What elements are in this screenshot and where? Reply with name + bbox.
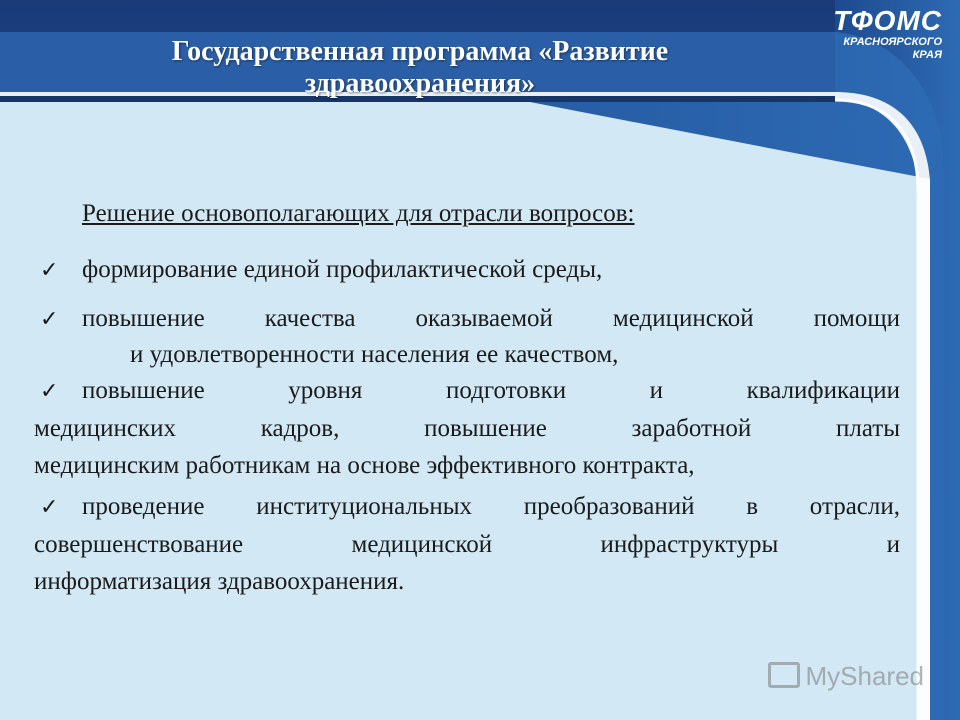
list-item-3-line1: повышение уровня подготовки и квалификации <box>82 377 900 404</box>
tfoms-logo <box>832 6 942 62</box>
slide-title-line1: Государственная программа «Развитие <box>171 36 669 67</box>
slide-title-line2: здравоохранения» <box>304 68 536 99</box>
checkmark-icon: ✓ <box>40 258 59 283</box>
checkmark-icon: ✓ <box>40 307 59 332</box>
checkmark-icon: ✓ <box>40 495 59 520</box>
logo-sub-text-2: КРАЯ <box>912 49 942 61</box>
myshared-watermark <box>768 661 925 692</box>
list-item-3-line3: медицинским работникам на основе эффективного контракта, <box>34 452 695 479</box>
list-item-4-line2: совершенствование медицинской инфраструктуры и <box>34 531 900 558</box>
list-item-4-line3: информатизация здравоохранения. <box>34 568 405 595</box>
list-item-4-line1: проведение институциональных преобразований в отрасли, <box>82 493 900 520</box>
myshared-logo-icon <box>768 662 800 688</box>
logo-sub-text-1: КРАСНОЯРСКОГО <box>843 36 942 48</box>
list-item-1: формирование единой профилактической среды, <box>82 256 603 283</box>
list-item-3-line2: медицинских кадров, повышение заработной платы <box>34 415 900 442</box>
list-item-2-line2: и удовлетворенности населения ее качеством, <box>130 341 619 368</box>
section-heading: Решение основополагающих для отрасли вопросов: <box>82 200 635 227</box>
watermark-text: MyShared <box>805 661 924 691</box>
checkmark-icon: ✓ <box>40 379 59 404</box>
logo-main-text: ТФОМС <box>833 5 942 36</box>
list-item-2-line1: повышение качества оказываемой медицинской помощи <box>82 305 900 332</box>
